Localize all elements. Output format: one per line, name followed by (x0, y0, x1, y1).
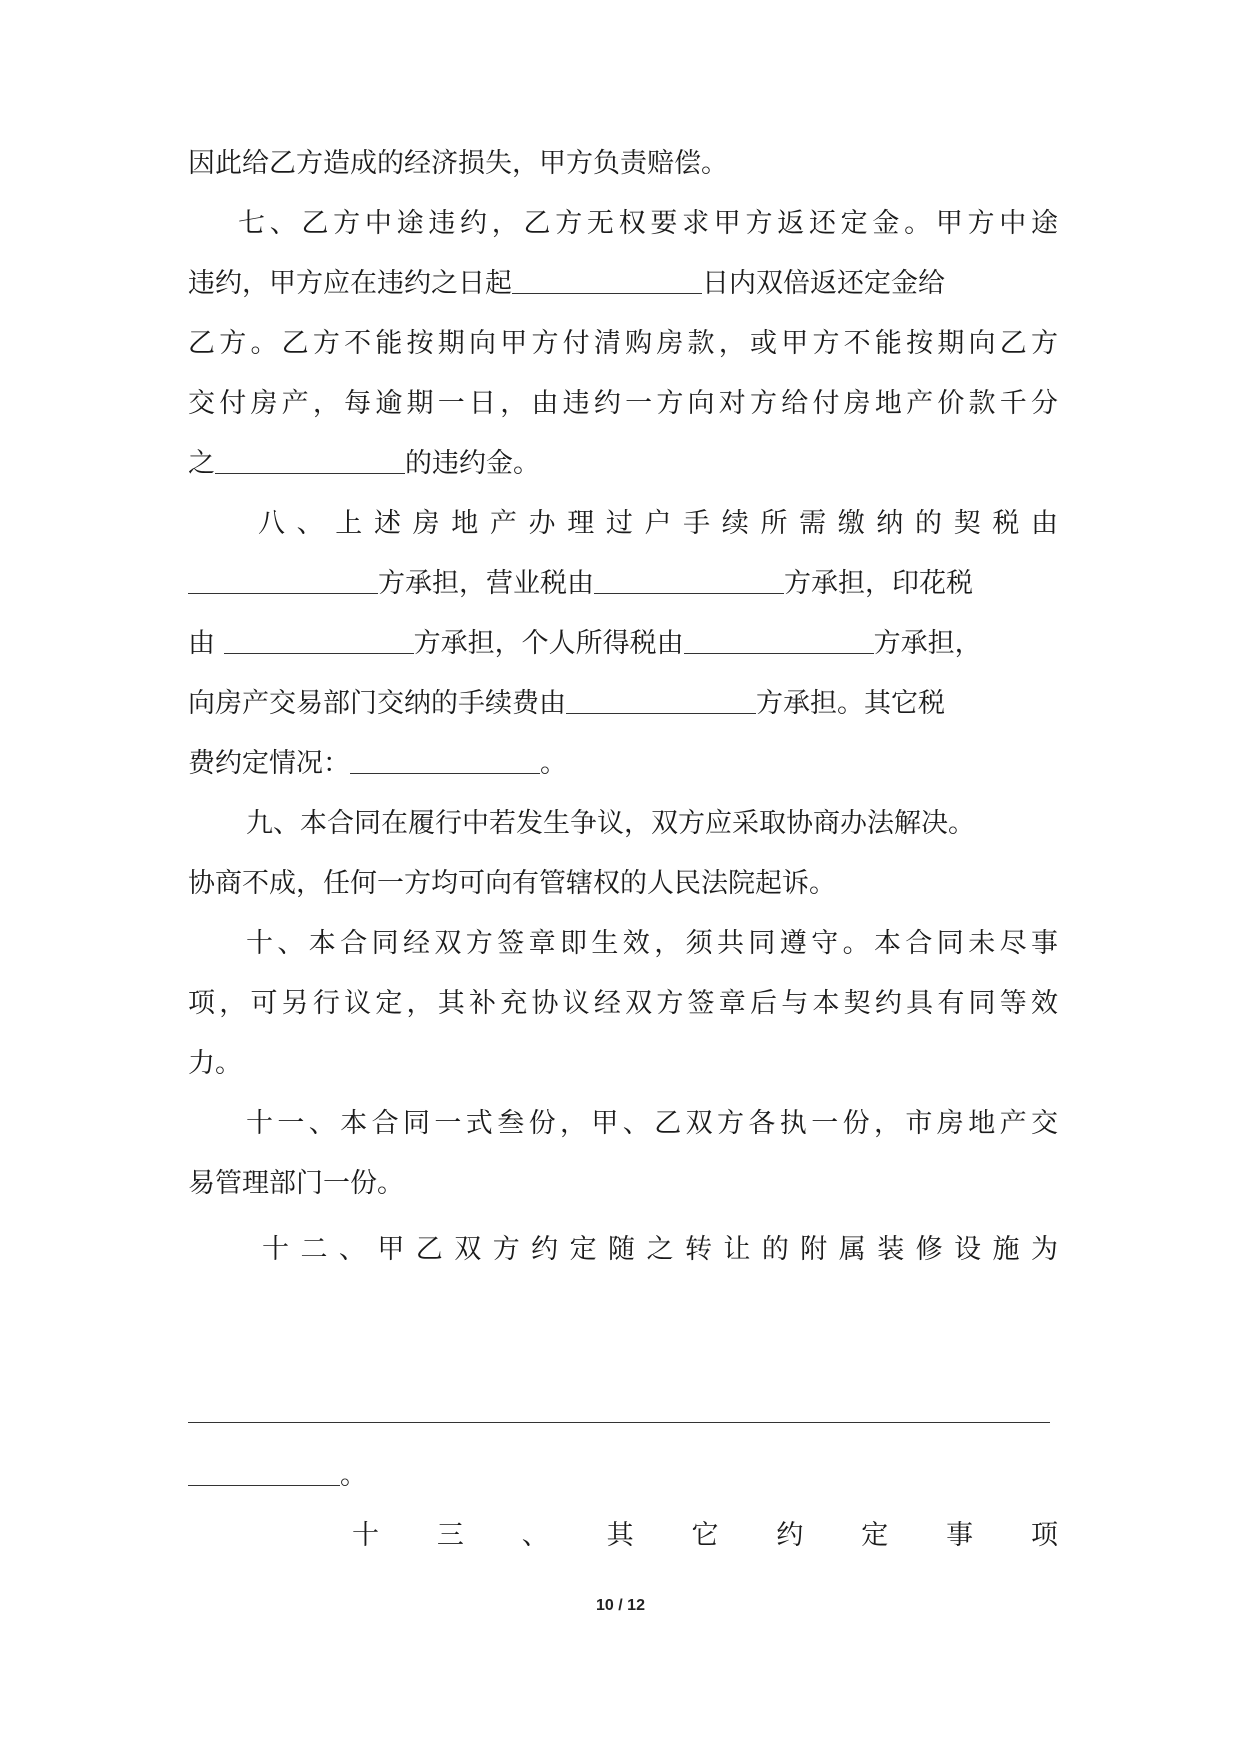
clause-12-start: 十二、甲乙双方约定随之转让的附属装修设施为 (262, 1234, 1058, 1265)
text-line: 因此给乙方造成的经济损失，甲方负责赔偿。 (188, 148, 728, 179)
page-number: 10 / 12 (596, 1597, 645, 1614)
clause-10-start: 十、本合同经双方签章即生效，须共同遵守。本合同未尽事 (246, 928, 1058, 959)
text-line: 由 方承担，个人所得税由 方承担， (188, 628, 982, 659)
fill-blank[interactable] (224, 627, 414, 654)
clause-7-start: 七、乙方中途违约，乙方无权要求甲方返还定金。甲方中途 (238, 208, 1058, 239)
text-line: 乙方。乙方不能按期向甲方付清购房款，或甲方不能按期向乙方 (188, 328, 1058, 359)
fill-blank[interactable] (188, 567, 378, 594)
fill-blank[interactable] (350, 747, 540, 774)
text-line: 方承担，营业税由 方承担，印花税 (188, 564, 1058, 604)
clause-9-start: 九、本合同在履行中若发生争议，双方应采取协商办法解决。 (246, 808, 975, 839)
text-line: 向房产交易部门交纳的手续费由 方承担。其它税 (188, 688, 945, 719)
fill-blank[interactable] (215, 447, 405, 474)
fill-blank[interactable] (684, 627, 874, 654)
text-line: 易管理部门一份。 (188, 1168, 404, 1199)
clause-8-start: 八、上述房地产办理过户手续所需缴纳的契税由 (258, 508, 1058, 539)
fill-blank[interactable] (512, 267, 702, 294)
text-line: 。 (188, 1456, 1058, 1496)
clause-11-start: 十一、本合同一式叁份，甲、乙双方各执一份，市房地产交 (246, 1108, 1058, 1139)
clause-13-start: 十三、其它约定事项 (352, 1520, 1058, 1551)
text-line: 费约定情况： 。 (188, 748, 567, 779)
text-line: 力。 (188, 1048, 242, 1079)
text-line: 交付房产，每逾期一日，由违约一方向对方给付房地产价款千分 (188, 388, 1058, 419)
text-line: 之 的违约金。 (188, 448, 540, 479)
fill-blank-full-line[interactable] (188, 1422, 1050, 1423)
fill-blank[interactable] (188, 1459, 340, 1486)
text-line: 违约，甲方应在违约之日起 日内双倍返还定金给 (188, 268, 945, 299)
fill-blank[interactable] (594, 567, 784, 594)
text-line: 项，可另行议定，其补充协议经双方签章后与本契约具有同等效 (188, 988, 1058, 1019)
fill-blank[interactable] (566, 687, 756, 714)
text-line: 协商不成，任何一方均可向有管辖权的人民法院起诉。 (188, 868, 836, 899)
